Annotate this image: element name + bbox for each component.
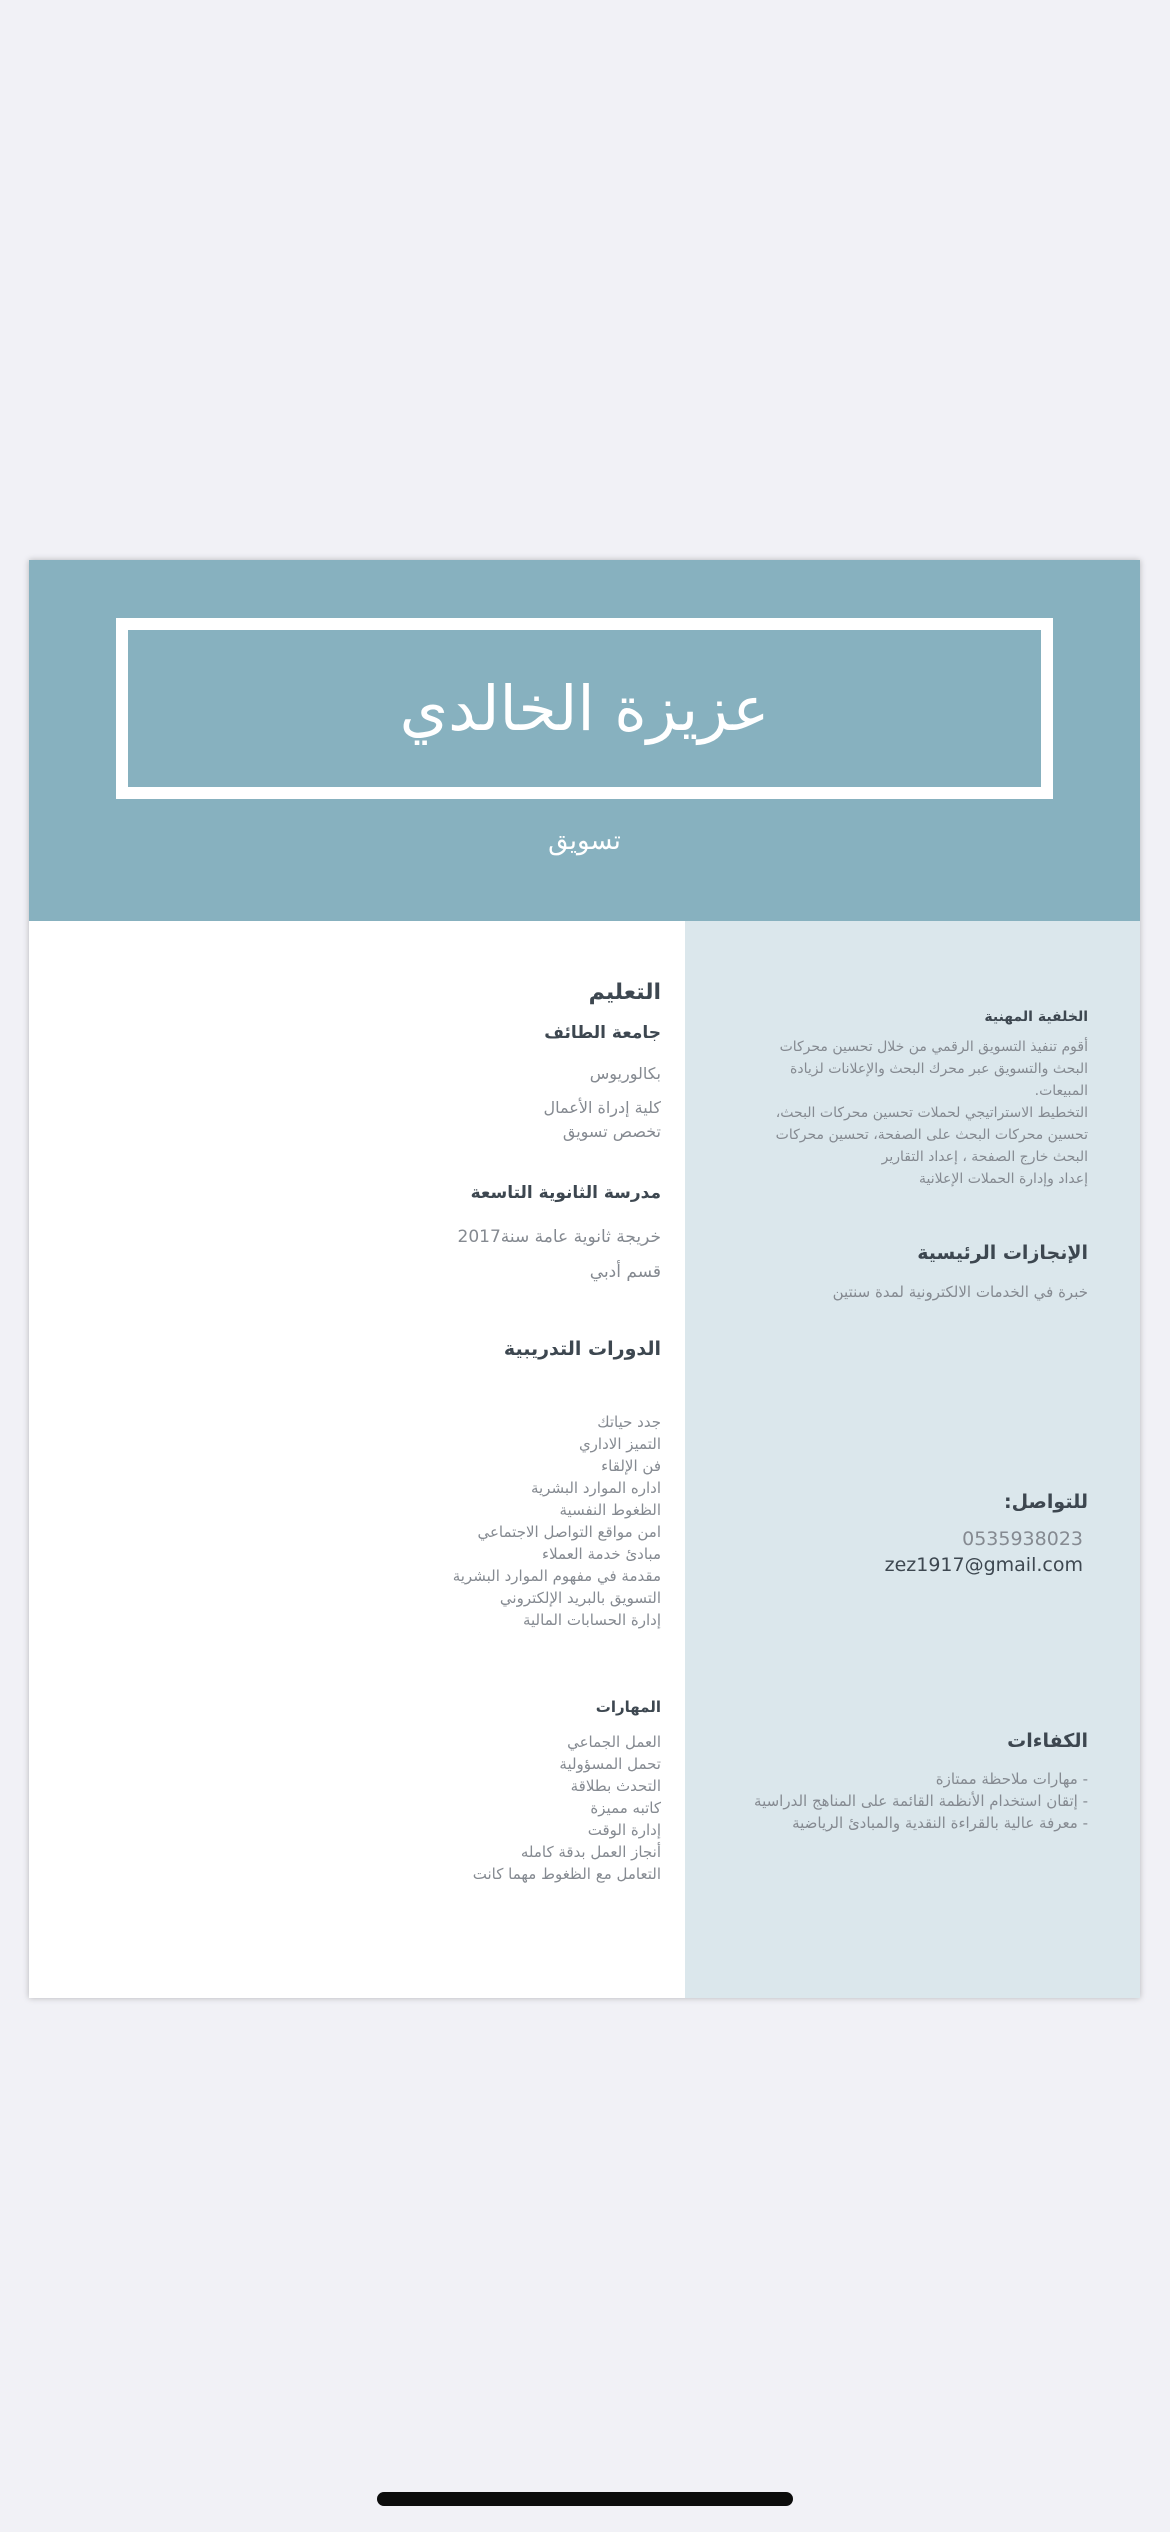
list-item: التميز الاداري [578,1435,661,1453]
list-item: الظغوط النفسية [559,1501,661,1519]
phone-number: 0535938023 [962,1528,1083,1550]
list-item: التسويق بالبريد الإلكتروني [499,1589,661,1607]
list-item: إدارة الوقت [587,1821,661,1839]
list-item: مقدمة في مفهوم الموارد البشرية [452,1567,661,1585]
college-line: كلية إدراة الأعمال [543,1098,661,1117]
list-item: - إتقان استخدام الأنظمة القائمة على المناهج الدراسية [754,1792,1088,1810]
list-item: جدد حياتك [597,1413,661,1431]
list-item: التحدث بطلاقة [570,1777,661,1795]
list-item: - مهارات ملاحظة ممتازة [935,1770,1088,1788]
list-item: إدارة الحسابات المالية [522,1611,661,1629]
list-item: العمل الجماعي [567,1733,661,1751]
competencies-list [754,1768,1088,1834]
sidebar [685,921,1140,1998]
background-text [776,1036,1088,1190]
resume-header [29,560,1140,921]
list-item: مبادئ خدمة العملاء [542,1545,661,1563]
graduation-line: خريجة ثانوية عامة سنة2017 [457,1227,661,1247]
list-item: - معرفة عالية بالقراءة النقدية والمبادئ الرياضية [792,1814,1088,1832]
skills-list [473,1731,661,1885]
list-item: امن مواقع التواصل الاجتماعي [477,1523,661,1541]
email-address[interactable]: zez1917@gmail.com [884,1554,1083,1576]
contact-heading: للتواصل: [1004,1491,1088,1513]
major-line: تخصص تسويق [562,1122,661,1141]
track-line: قسم أدبي [589,1262,661,1282]
list-item: أنجاز العمل بدقة كامله [520,1843,661,1861]
skills-heading: المهارات [595,1698,661,1716]
background-line: البحث والتسويق عبر محرك البحث والإعلانات لزيادة [790,1061,1088,1077]
list-item: التعامل مع الظغوط مهما كانت [472,1865,661,1883]
achievements-heading: الإنجازات الرئيسية [917,1242,1088,1264]
list-item: فن الإلقاء [601,1457,661,1475]
courses-list [453,1411,661,1631]
competencies-heading: الكفاءات [1007,1730,1088,1752]
background-line: أقوم تنفيذ التسويق الرقمي من خلال تحسين محركات [779,1039,1088,1055]
school-details [458,1220,662,1290]
name-frame [116,618,1053,799]
degree-line: بكالوريوس [589,1064,661,1083]
list-item: كاتبه مميزة [590,1799,661,1817]
university-details [544,1062,661,1144]
list-item: اداره الموارد البشرية [530,1479,661,1497]
background-line: تحسين محركات البحث على الصفحة، تحسين محركات [775,1127,1088,1143]
list-item: تحمل المسؤولية [559,1755,661,1773]
achievements-text: خبرة في الخدمات الالكترونية لمدة سنتين [832,1283,1088,1301]
background-heading: الخلفية المهنية [984,1009,1088,1025]
background-line: إعداد وإدارة الحملات الإعلانية [919,1171,1088,1187]
resume-page [29,560,1140,1998]
school-name: مدرسة الثانوية التاسعة [470,1183,661,1203]
background-line: البحث خارج الصفحة ، إعداد التقارير [881,1149,1088,1165]
education-heading: التعليم [588,980,661,1005]
university-name: جامعة الطائف [544,1023,661,1043]
home-indicator[interactable] [377,2492,793,2506]
candidate-name: عزيزة الخالدي [399,672,770,745]
job-title: تسويق [548,826,621,856]
background-line: التخطيط الاستراتيجي لحملات تحسين محركات البحث، [775,1105,1088,1121]
courses-heading: الدورات التدريبية [503,1338,661,1360]
background-line: المبيعات. [1034,1083,1088,1099]
